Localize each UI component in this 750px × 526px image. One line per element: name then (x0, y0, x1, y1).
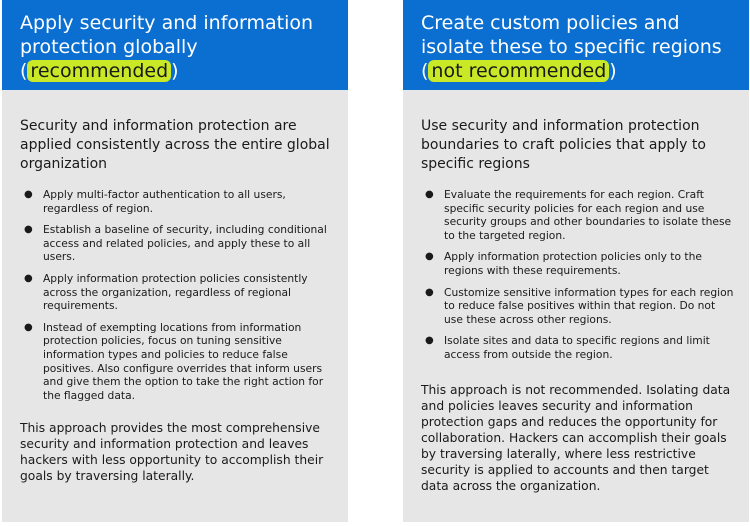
bullet-icon: ● (425, 251, 434, 263)
bullet-icon: ● (425, 189, 434, 200)
list-item (421, 286, 735, 327)
not-recommended-bullet-list (421, 188, 735, 362)
bullet-text: Isolate sites and data to specific regions and limit access from outside the region. (444, 334, 710, 361)
not-recommended-footer: This approach is not recommended. Isolating data and policies leaves security and information protection gaps and reduces the opportunity for collaboration. Hackers can accomplish their goals by traversing laterally, where less restrictive security is applied to accounts and then target data across the organization. (421, 382, 731, 493)
recommended-panel (2, 0, 348, 522)
not-recommended-highlight-text: not recommended (431, 60, 607, 82)
not-recommended-panel (403, 0, 749, 522)
bullet-text: Apply information protection policies consistently across the organization, regardless of regional requirements. (43, 271, 308, 313)
bullet-text: Evaluate the requirements for each region. Craft specific security policies for each region and use security groups and other boundaries to isolate these to the targeted region. (444, 188, 732, 242)
list-item (421, 250, 735, 277)
recommended-highlight (27, 60, 171, 82)
bullet-icon: ● (425, 286, 434, 298)
recommended-title-suffix: ) (171, 60, 179, 82)
list-item (20, 223, 334, 264)
bullet-icon: ● (24, 189, 33, 200)
list-item (20, 188, 334, 215)
recommended-title: Apply security and information protection globally ( (20, 12, 314, 82)
bullet-icon: ● (24, 321, 33, 333)
bullet-text: Apply information protection policies only to the regions with these requirements. (444, 250, 702, 277)
list-item (20, 321, 334, 403)
list-item (20, 272, 334, 313)
bullet-text: Apply multi-factor authentication to all users, regardless of region. (43, 188, 286, 215)
recommended-panel-header (2, 0, 348, 90)
bullet-icon: ● (425, 335, 434, 347)
bullet-icon: ● (24, 272, 33, 284)
recommended-highlight-text: recommended (30, 60, 169, 82)
not-recommended-highlight (428, 60, 609, 82)
bullet-icon: ● (24, 224, 33, 236)
list-item (421, 188, 735, 242)
not-recommended-panel-body (403, 90, 749, 494)
bullet-text: Establish a baseline of security, including conditional access and related policies, and apply these to all users. (43, 223, 327, 264)
recommended-bullet-list (20, 188, 334, 402)
not-recommended-panel-header: Create custom policies and isolate these to specific regions ( not recommended ) (403, 0, 749, 90)
list-item (421, 334, 735, 361)
bullet-text: Instead of exempting locations from information protection policies, focus on tuning sensitive information types and policies to reduce false positives. Also configure overrides that inform users and give them the option to take the right action for the flagged data. (43, 320, 324, 402)
recommended-panel-body (2, 90, 348, 484)
not-recommended-title: Create custom policies and isolate these to specific regions (421, 12, 722, 58)
bullet-text: Customize sensitive information types for each region to reduce false positives within that region. Do not use these across other regions. (444, 285, 734, 326)
not-recommended-lead: Use security and information protection boundaries to craft policies that apply to specific regions (421, 118, 706, 172)
recommended-footer: This approach provides the most comprehensive security and information protection and leaves hackers with less opportunity to accomplish their goals by traversing laterally. (20, 421, 324, 484)
recommended-lead: Security and information protection are applied consistently across the entire global organization (20, 118, 330, 172)
